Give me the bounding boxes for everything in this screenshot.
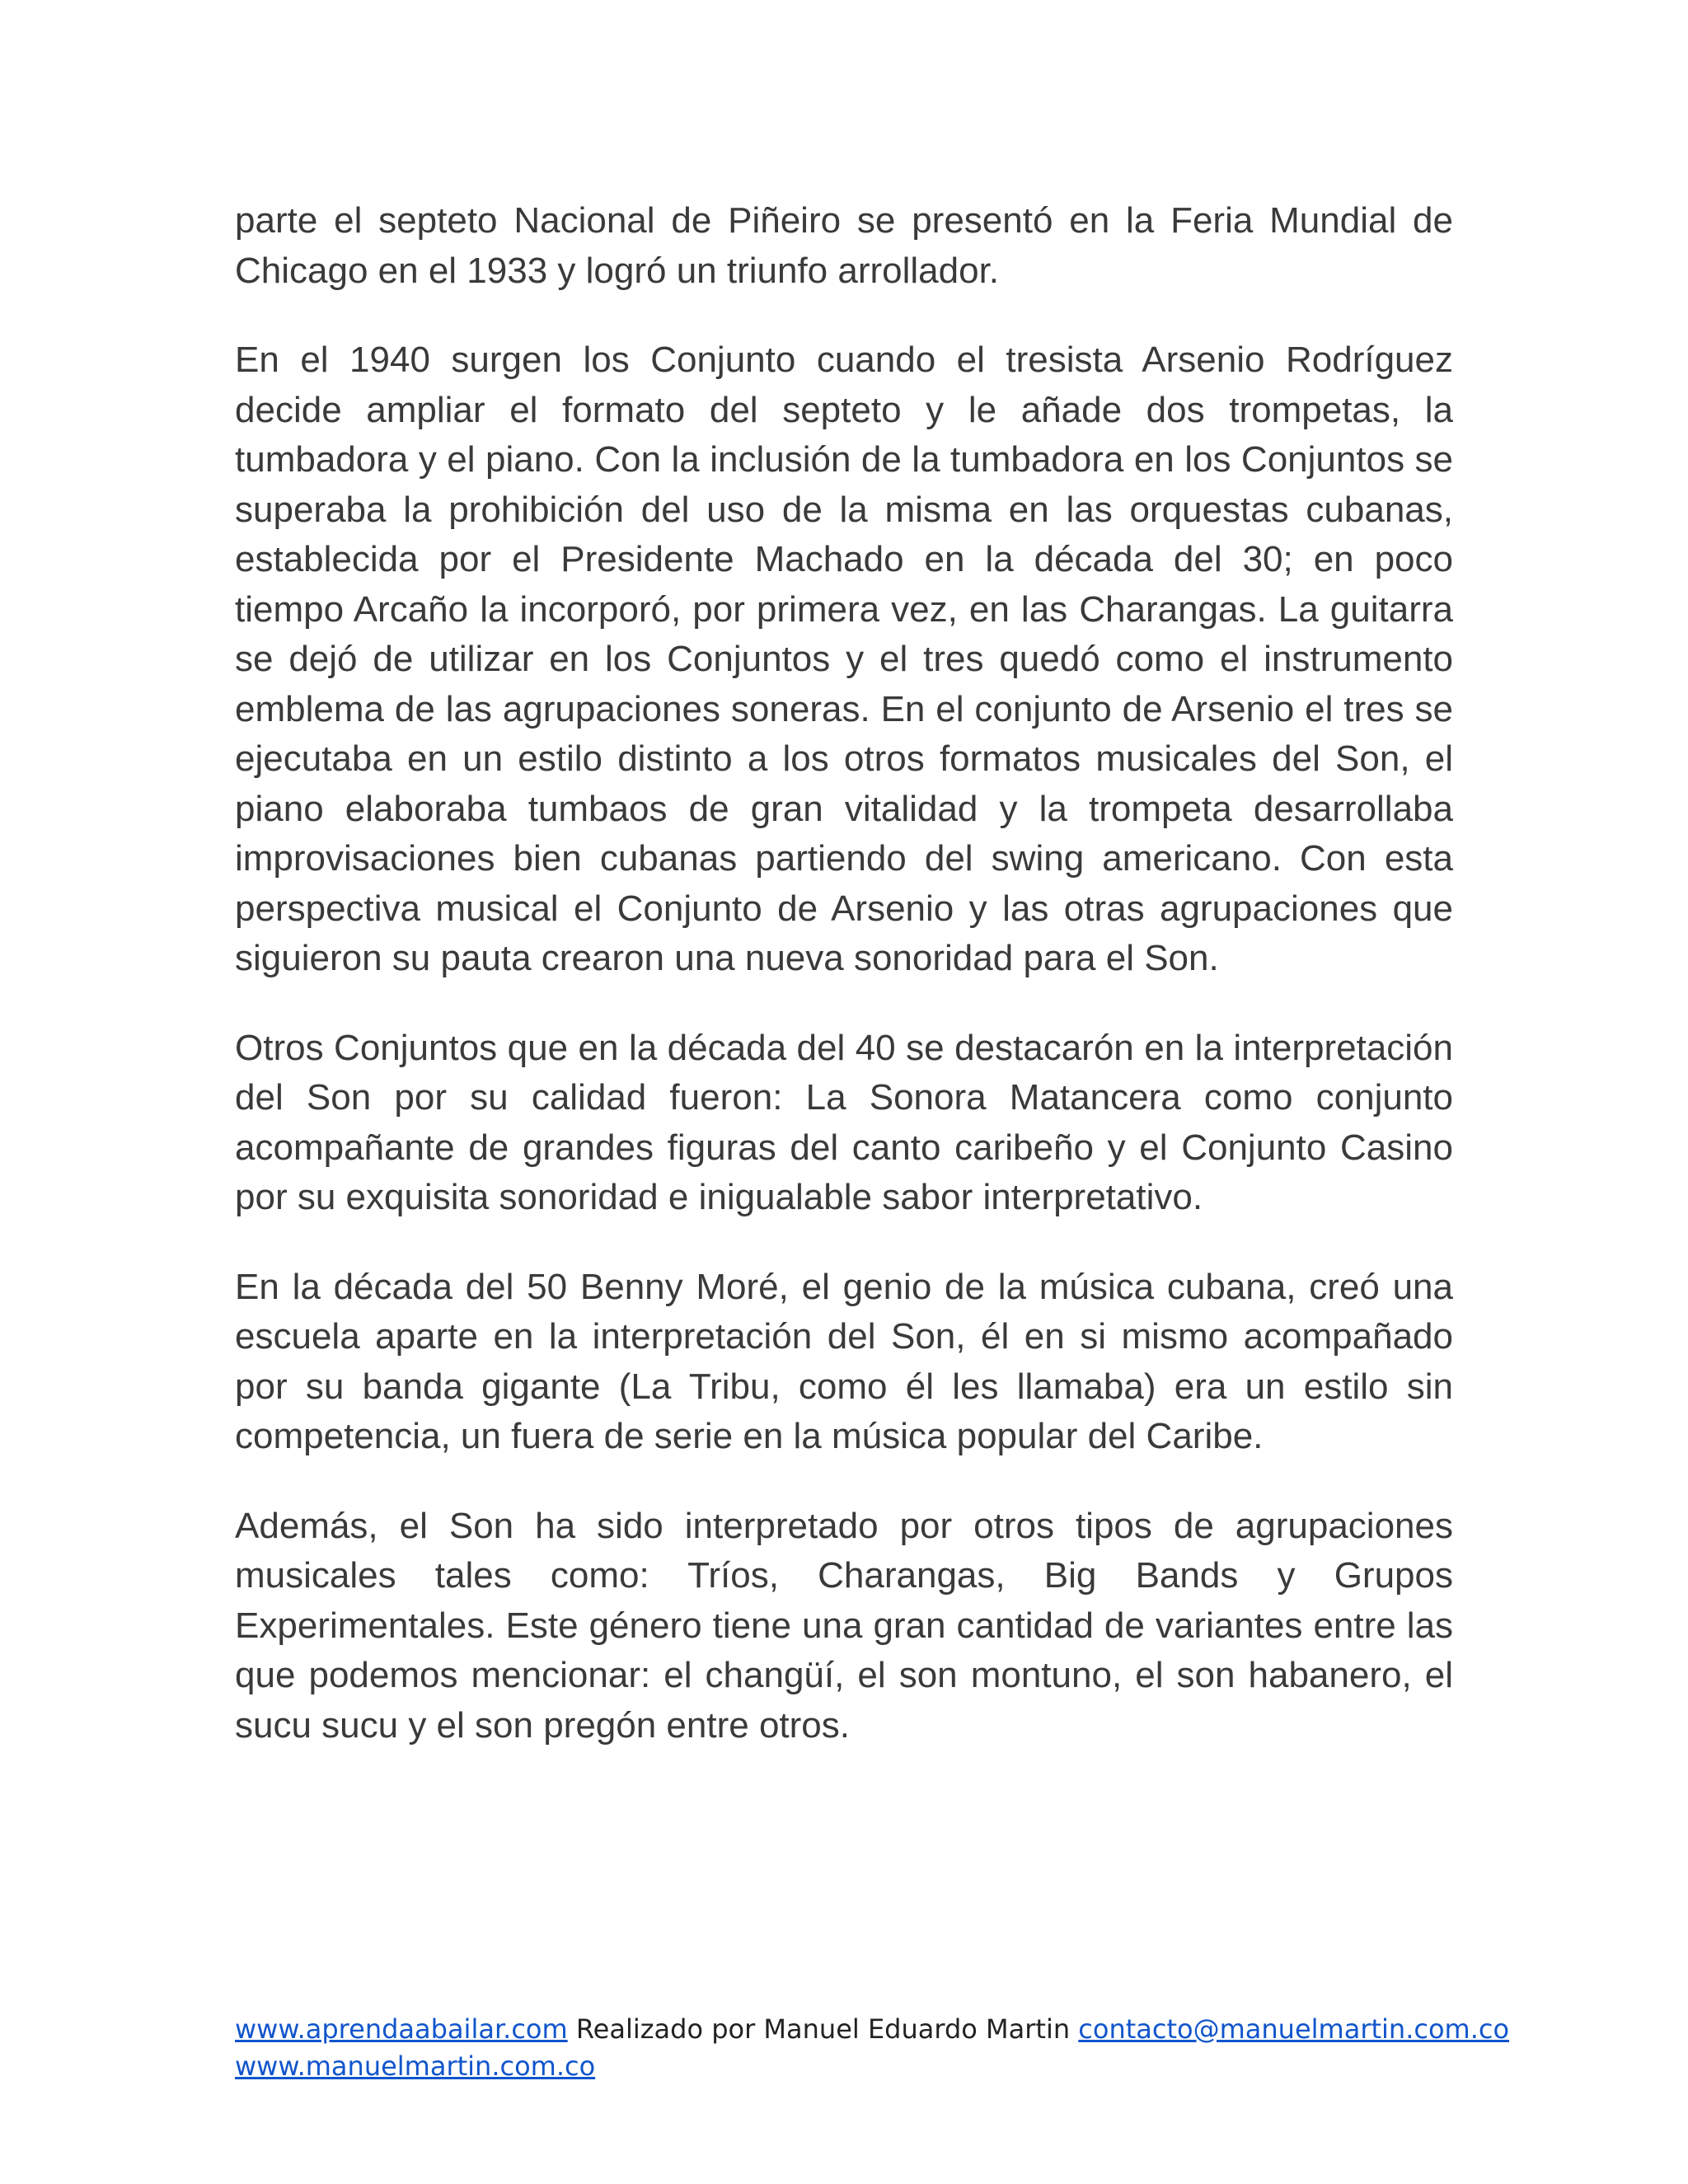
footer-line-1 [235, 2011, 1510, 2048]
aprendaabailar-link[interactable]: www.aprendaabailar.com [235, 2013, 568, 2045]
footer-credit: Realizado por Manuel Eduardo Martin [567, 2013, 1079, 2045]
paragraph-1: parte el septeto Nacional de Piñeiro se presentó en la Feria Mundial de Chicago en el 1933 y logró un triunfo arrollador. [235, 200, 1453, 291]
paragraph-4: En la década del 50 Benny Moré, el genio de la música cubana, creó una escuela aparte en la interpretación del Son, él en si mismo acompañado por su banda gigante (La Tribu, como él les llamaba) era un estilo sin competencia, un fuera de serie en la música popular del Caribe. [235, 1266, 1453, 1456]
page-footer [235, 2011, 1510, 2085]
manuelmartin-link[interactable]: www.manuelmartin.com.co [235, 2050, 596, 2082]
paragraph-2: En el 1940 surgen los Conjunto cuando el tresista Arsenio Rodríguez decide ampliar el formato del septeto y le añade dos trompetas, la tumbadora y el piano. Con la inclusión de la tumbadora en los Conjuntos se superaba la prohibición del uso de la misma en las orquestas cubanas, establecida por el Presidente Machado en la década del 30; en poco tiempo Arcaño la incorporó, por primera vez, en las Charangas. La guitarra se dejó de utilizar en los Conjuntos y el tres quedó como el instrumento emblema de las agrupaciones soneras. En el conjunto de Arsenio el tres se ejecutaba en un estilo distinto a los otros formatos musicales del Son, el piano elaboraba tumbaos de gran vitalidad y la trompeta desarrollaba improvisaciones bien cubanas partiendo del swing americano. Con esta perspectiva musical el Conjunto de Arsenio y las otras agrupaciones que siguieron su pauta crearon una nueva sonoridad para el Son. [235, 340, 1453, 978]
paragraph-5: Además, el Son ha sido interpretado por otros tipos de agrupaciones musicales tales como: Tríos, Charangas, Big Bands y Grupos Experimentales. Este género tiene una gran cantidad de variantes entre las que podemos mencionar: el changüí, el son montuno, el son habanero, el sucu sucu y el son pregón entre otros. [235, 1505, 1453, 1746]
footer-line-2 [235, 2048, 1471, 2085]
document-body [235, 196, 1453, 1750]
paragraph-3: Otros Conjuntos que en la década del 40 se destacarón en la interpretación del Son por su calidad fueron: La Sonora Matancera como conjunto acompañante de grandes figuras del canto caribeño y el Conjunto Casino por su exquisita sonoridad e inigualable sabor interpretativo. [235, 1027, 1453, 1217]
contact-email-link[interactable]: contacto@manuelmartin.com.co [1078, 2013, 1510, 2045]
